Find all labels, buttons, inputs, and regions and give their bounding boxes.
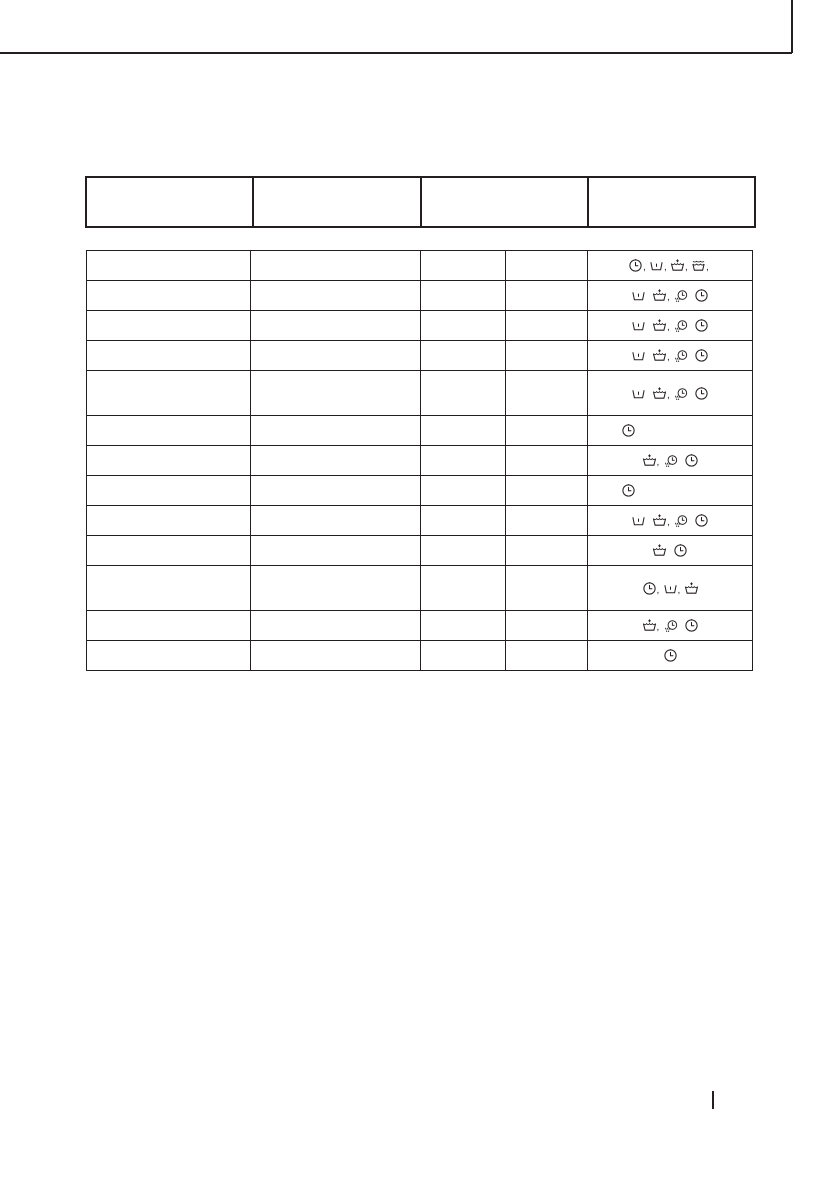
- extra-rinse-icon: [663, 453, 678, 468]
- table-cell: [421, 506, 506, 536]
- comma-separator: ,: [656, 457, 660, 468]
- table-cell: [87, 476, 251, 506]
- timer-icon: [694, 348, 709, 363]
- top-corner-rule: [791, 0, 793, 53]
- main-wash-icon: [652, 386, 667, 401]
- table-cell: [421, 281, 506, 311]
- table-cell: [506, 641, 588, 671]
- prewash-icon: [631, 386, 646, 401]
- table-cell: [421, 446, 506, 476]
- table-cell: [421, 341, 506, 371]
- table-row: [87, 416, 753, 446]
- table-cell: [251, 611, 421, 641]
- comma-separator: ,: [667, 517, 670, 528]
- table-cell: [87, 416, 251, 446]
- symbol-cell: [588, 281, 753, 311]
- symbol-cell: [588, 611, 753, 641]
- table-cell: [421, 476, 506, 506]
- timer-icon: [694, 288, 709, 303]
- table-cell: [506, 566, 588, 611]
- table-cell: [421, 536, 506, 566]
- timer-icon: [621, 483, 636, 498]
- table-cell: [251, 476, 421, 506]
- table-row: [87, 536, 753, 566]
- prewash-icon: [631, 318, 646, 333]
- symbol-group: [588, 423, 752, 438]
- symbol-cell: [588, 311, 753, 341]
- main-wash-icon: [684, 581, 699, 596]
- table-cell: [251, 506, 421, 536]
- symbol-cell: [588, 476, 753, 506]
- comma-separator: ,: [677, 584, 681, 596]
- comma-separator: ,: [643, 262, 646, 273]
- header-row: [86, 177, 755, 227]
- table-row: [87, 371, 753, 416]
- header-cell: [588, 177, 755, 227]
- symbol-group: [588, 543, 752, 558]
- table-row: [87, 251, 753, 281]
- table-cell: [251, 536, 421, 566]
- header-cell: [253, 177, 420, 227]
- table-cell: [421, 566, 506, 611]
- main-wash-icon: [652, 318, 667, 333]
- table-row: [87, 566, 753, 611]
- table-cell: [251, 446, 421, 476]
- symbol-group: [588, 648, 752, 663]
- table-cell: [421, 416, 506, 446]
- comma-separator: ,: [656, 584, 660, 596]
- extra-rinse-icon: [673, 348, 688, 363]
- timer-icon: [694, 513, 709, 528]
- table-cell: [506, 611, 588, 641]
- table-cell: [87, 251, 251, 281]
- header-table: [85, 176, 756, 228]
- timer-icon: [694, 386, 709, 401]
- timer-icon: [684, 453, 699, 468]
- table-cell: [421, 611, 506, 641]
- prewash-icon: [663, 581, 678, 596]
- timer-icon: [621, 423, 636, 438]
- rinse-icon: [691, 258, 706, 273]
- table-cell: [87, 341, 251, 371]
- table-cell: [251, 641, 421, 671]
- main-wash-icon: [652, 513, 667, 528]
- table-cell: [421, 641, 506, 671]
- timer-icon: [663, 648, 678, 663]
- prewash-icon: [649, 258, 664, 273]
- main-wash-icon: [652, 543, 667, 558]
- table-cell: [506, 536, 588, 566]
- symbol-cell: [588, 371, 753, 416]
- symbol-cell: [588, 566, 753, 611]
- timer-icon: [642, 581, 657, 596]
- symbol-cell: [588, 446, 753, 476]
- table-cell: [506, 341, 588, 371]
- table-cell: [251, 281, 421, 311]
- table-row: [87, 611, 753, 641]
- table-cell: [87, 446, 251, 476]
- table-cell: [251, 566, 421, 611]
- main-wash-icon: [642, 618, 657, 633]
- programme-table: [86, 250, 753, 671]
- symbol-group: [588, 258, 752, 273]
- main-wash-icon: [670, 258, 685, 273]
- table-cell: [251, 341, 421, 371]
- main-wash-icon: [652, 288, 667, 303]
- symbol-group: [588, 483, 752, 498]
- table-cell: [87, 311, 251, 341]
- symbol-group: [588, 618, 752, 633]
- table-cell: [251, 311, 421, 341]
- timer-icon: [694, 318, 709, 333]
- symbol-group: [588, 513, 752, 528]
- table-cell: [251, 371, 421, 416]
- symbol-group: [588, 453, 752, 468]
- table-cell: [506, 446, 588, 476]
- symbol-group: [588, 318, 752, 333]
- extra-rinse-icon: [673, 513, 688, 528]
- table-cell: [506, 416, 588, 446]
- extra-rinse-icon: [673, 288, 688, 303]
- extra-rinse-icon: [663, 618, 678, 633]
- header-cell: [421, 177, 588, 227]
- table-cell: [506, 506, 588, 536]
- comma-separator: ,: [667, 352, 670, 363]
- comma-separator: ,: [706, 262, 709, 273]
- comma-separator: ,: [656, 622, 660, 633]
- symbol-group: [588, 386, 752, 401]
- table-cell: [506, 281, 588, 311]
- symbol-cell: [588, 416, 753, 446]
- prewash-icon: [631, 513, 646, 528]
- table-cell: [87, 371, 251, 416]
- table-row: [87, 281, 753, 311]
- table-cell: [421, 251, 506, 281]
- prewash-icon: [631, 288, 646, 303]
- table-cell: [87, 641, 251, 671]
- prewash-icon: [631, 348, 646, 363]
- table-cell: [421, 371, 506, 416]
- timer-icon: [673, 543, 688, 558]
- top-rule: [0, 52, 792, 54]
- table-cell: [87, 281, 251, 311]
- symbol-group: [588, 348, 752, 363]
- symbol-cell: [588, 536, 753, 566]
- table-row: [87, 446, 753, 476]
- table-cell: [506, 311, 588, 341]
- extra-rinse-icon: [673, 318, 688, 333]
- table-cell: [87, 611, 251, 641]
- comma-separator: ,: [667, 389, 670, 401]
- symbol-cell: [588, 341, 753, 371]
- table-cell: [87, 506, 251, 536]
- symbol-cell: [588, 251, 753, 281]
- table-cell: [421, 311, 506, 341]
- symbol-cell: [588, 506, 753, 536]
- comma-separator: ,: [664, 262, 667, 273]
- timer-icon: [628, 258, 643, 273]
- timer-icon: [684, 618, 699, 633]
- table-row: [87, 476, 753, 506]
- symbol-group: [588, 581, 752, 596]
- table-cell: [506, 251, 588, 281]
- comma-separator: ,: [667, 322, 670, 333]
- table-row: [87, 341, 753, 371]
- page-number-marker: [712, 1091, 714, 1109]
- table-row: [87, 506, 753, 536]
- header-cell: [86, 177, 253, 227]
- table-cell: [251, 251, 421, 281]
- comma-separator: ,: [667, 292, 670, 303]
- table-cell: [87, 566, 251, 611]
- main-wash-icon: [652, 348, 667, 363]
- symbol-group: [588, 288, 752, 303]
- table-cell: [87, 536, 251, 566]
- table-cell: [506, 371, 588, 416]
- symbol-cell: [588, 641, 753, 671]
- table-cell: [506, 476, 588, 506]
- main-wash-icon: [642, 453, 657, 468]
- table-row: [87, 641, 753, 671]
- comma-separator: ,: [685, 262, 688, 273]
- table-row: [87, 311, 753, 341]
- extra-rinse-icon: [673, 386, 688, 401]
- table-cell: [251, 416, 421, 446]
